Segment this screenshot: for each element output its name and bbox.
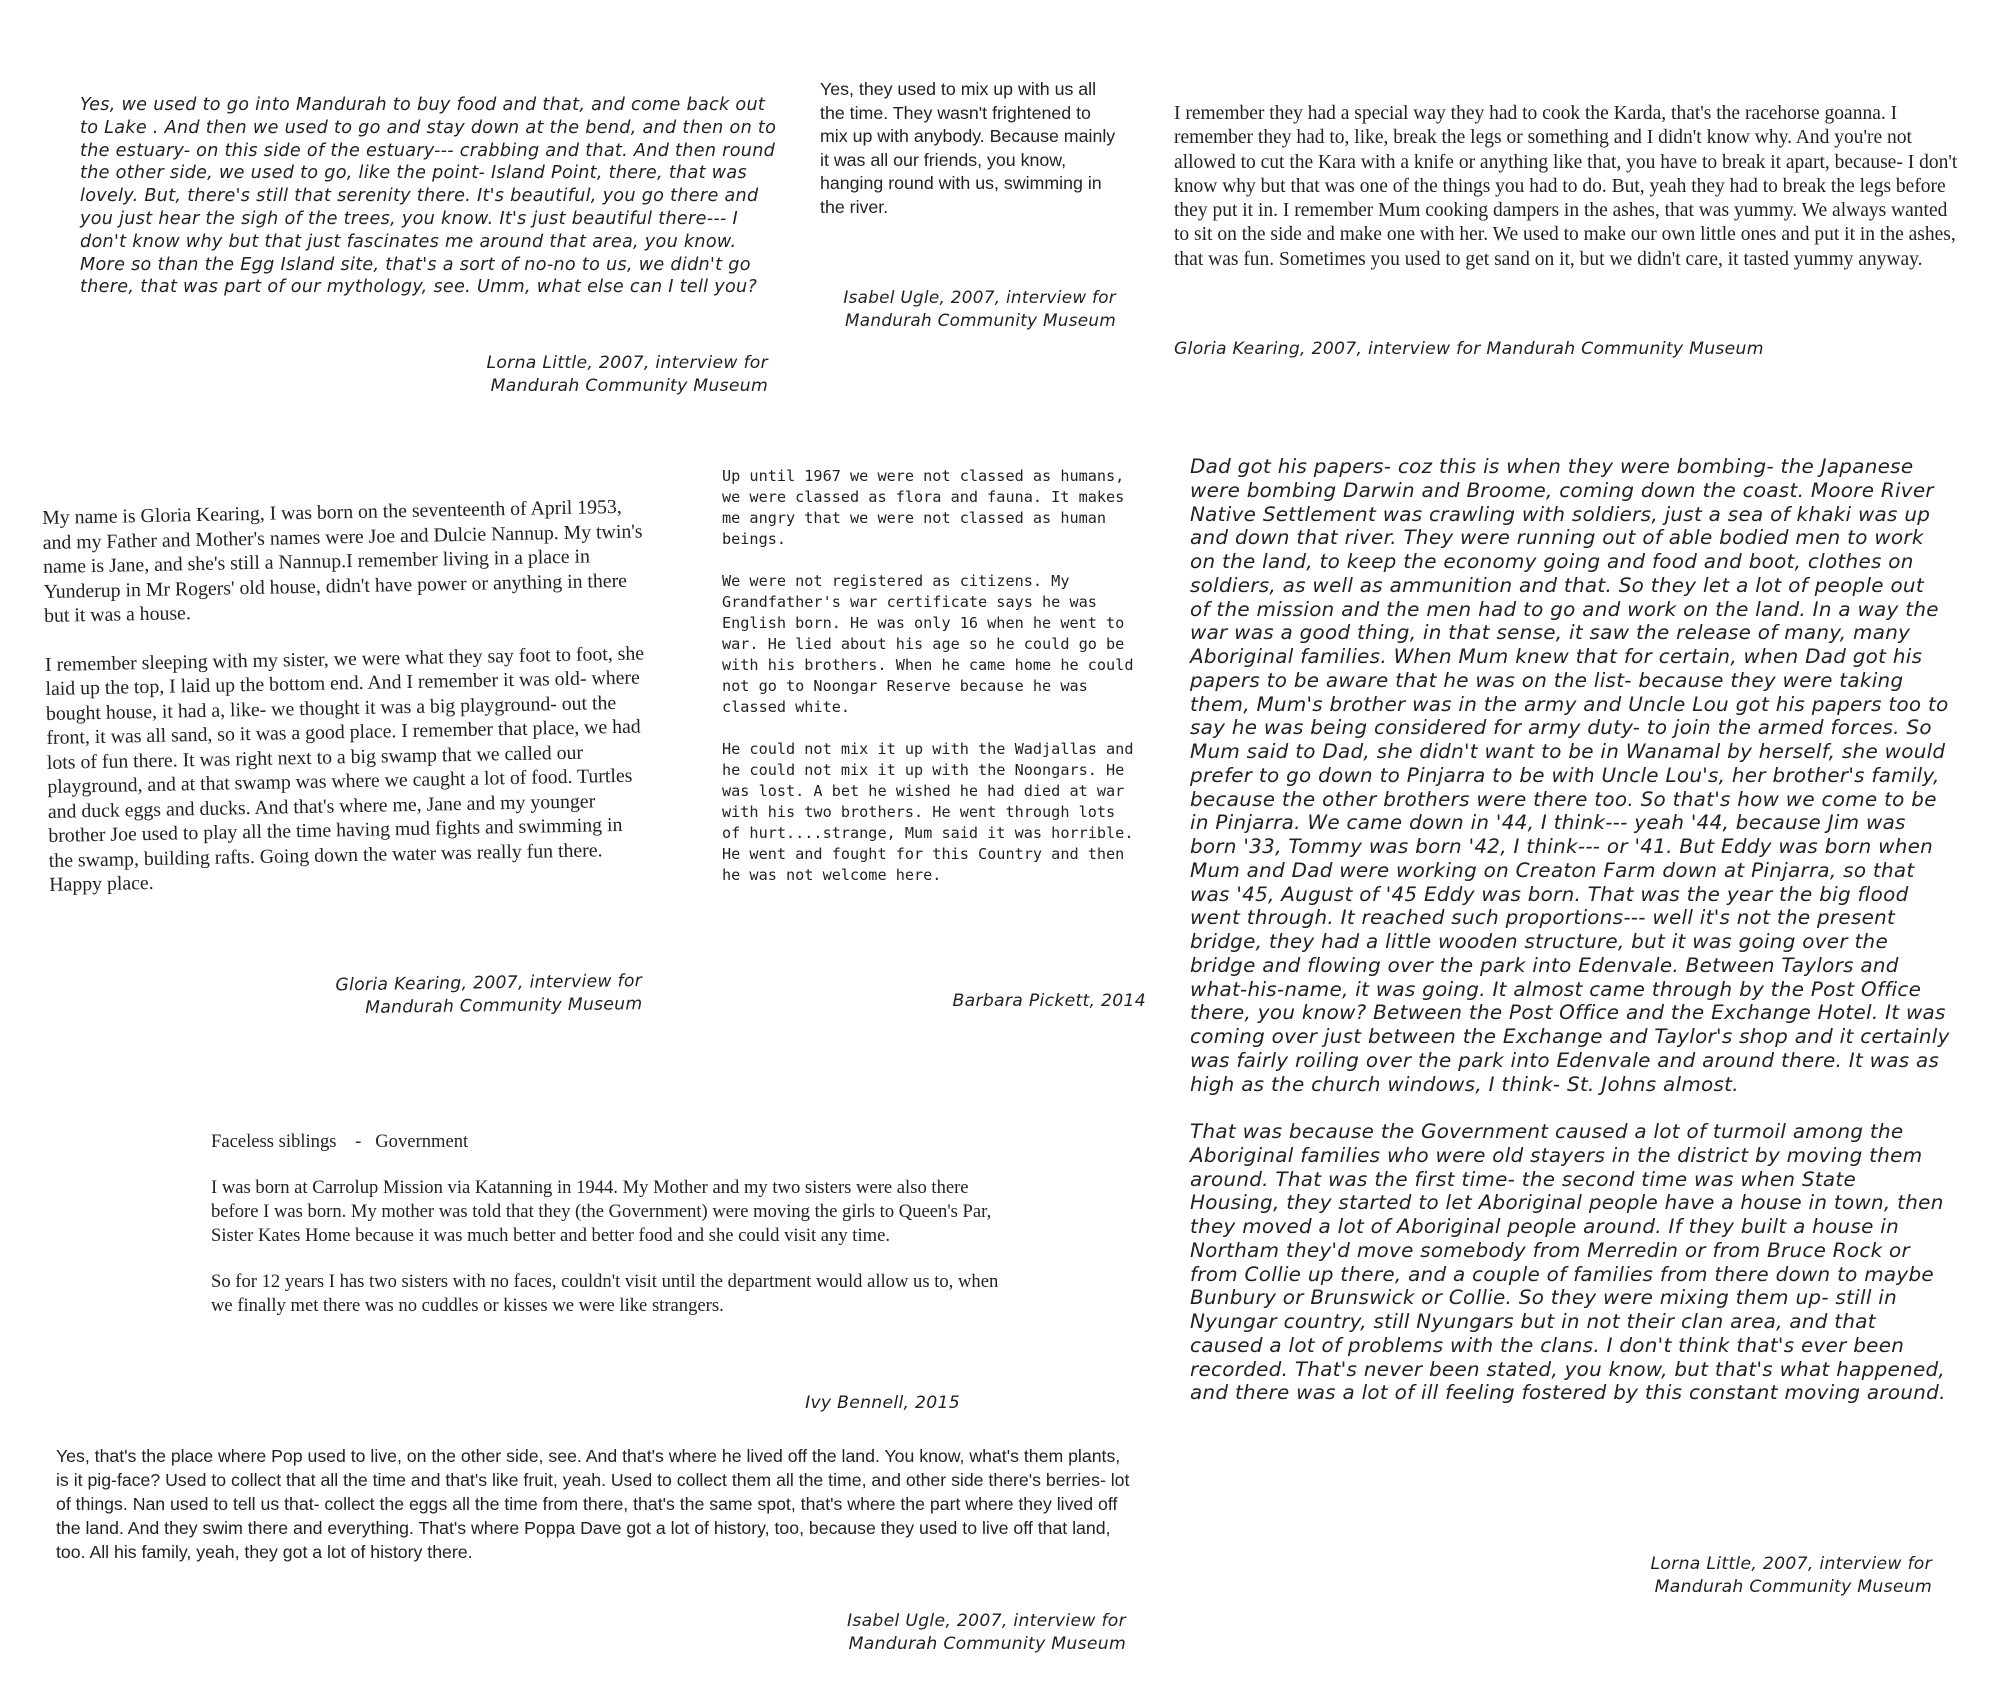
quote-paragraph: I remember sleeping with my sister, we were what they say foot to foot, she laid up the top, I laid up the bottom end. And I remember it was old- where bought house, it had a, like- we thought it was a big playground- out the front, it was all sand, so it was a good place. I remember that place, we had lots of fun there. It was right next to a big swamp that we called our playground, and at that swamp was where we caught a lot of food. Turtles and duck eggs and ducks. And that's where me, Jane and my younger brother Joe used to play all the time having mud fights and swimming in the swamp, building rafts. Going down the water was really fun there. Happy place.: [44, 641, 645, 896]
quote-paragraph: Yes, they used to mix up with us all the time. They wasn't frightened to mix up with anybody. Because mainly it was all our friends, you know, hanging round with us, swimming in the river.: [820, 79, 1116, 217]
credit-line: Mandurah Community Museum: [364, 993, 643, 1018]
quote-credit: [800, 1610, 1126, 1655]
quote-isabel-ugle-pop: [56, 1444, 1136, 1564]
quote-credit: [290, 970, 643, 1020]
quote-gloria-kearing-childhood: [42, 494, 649, 897]
quote-heading: Faceless siblings - Government: [211, 1131, 469, 1152]
quote-paragraph: We were not registered as citizens. My Grandfather's war certificate says he was English born. He was only 16 when he went to war. He lied about his age so he could go be with his brothers. When he came home he could not go to Noongar Reserve because he was classed white.: [722, 572, 1134, 716]
quote-paragraph: My name is Gloria Kearing, I was born on the seventeenth of April 1953, and my Father and Mother's names were Joe and Dulcie Nannup. My twin's name is Jane, and she's still a Nannup.I remember living in a place in Yunderup in Mr Rogers' old house, didn't have power or anything in there but it was a house.: [42, 495, 643, 627]
credit-line: Mandurah Community Museum: [490, 375, 768, 396]
quote-paragraph: Dad got his papers- coz this is when they were bombing- the Japanese were bombing Darwin and Broome, coming down the coast. Moore River Native Settlement was crawling with soldiers, just a sea of khaki was up and down that river. They were running out of able bodied men to work on the land, to keep the economy going and food and boot, clothes on soldiers, as well as ammunition and that. So they let a lot of people out of the mission and the men had to go and work on the land. In a way the war was a good thing, in that sense, it saw the release of many, many Aboriginal families. When Mum knew that for certain, when Dad got his papers to be aware that he was on the list- because they were taking them, Mum's brother was in the army and Uncle Lou got his papers too to say he was being considered for army duty- to join the armed forces. So Mum said to Dad, she didn't want to be in Wanamal by herself, she would prefer to go down to Pinjarra to be with Uncle Lou's, her brother's family, because the other brothers were there too. So that's how we come to be in Pinjarra. We came down in '44, I think--- yeah '44, because Jim was born '33, Tommy was born '42, I think--- or '41. But Eddy was born when Mum and Dad were working on Creaton Farm down at Pinjarra, so that was '45, August of '45 Eddy was born. That was the year the big flood went through. It reached such proportions--- well it's not the present bridge, they had a little wooden structure, but it was going over the bridge and flowing over the park into Edenvale. Between Taylors and what-his-name, it was going. It almost came through by the Post Office there, you know? Between the Post Office and the Exchange Hotel. It was coming over just between the Exchange and Taylor's shop and it certainly was fairly roiling over the park into Edenvale and around there. It was as high as the church windows, I think- St. Johns almost.: [1190, 455, 1950, 1096]
quote-paragraph: I was born at Carrolup Mission via Katanning in 1944. My Mother and my two sisters were also there before I was born. My mother was told that they (the Government) were moving the girls to Queen's Par, Sister Kates Home because it was much better and better food and she could visit any time.: [211, 1177, 992, 1246]
quote-isabel-ugle-mix-up: [820, 78, 1120, 220]
quote-paragraph: He could not mix it up with the Wadjallas and he could not mix it up with the Noongars. He was lost. A bet he wished he had died at war with his two brothers. He went through lots of hurt....strange, Mum said it was horrible. He went and fought for this Country and then he was not welcome here.: [722, 740, 1134, 884]
quote-barbara-pickett: [722, 466, 1142, 886]
credit-line: Ivy Bennell, 2015: [805, 1393, 960, 1413]
credit-line: Isabel Ugle, 2007, interview for: [843, 287, 1116, 307]
quote-credit: [810, 286, 1116, 331]
quote-paragraph: That was because the Government caused a lot of turmoil among the Aboriginal families who were old stayers in the district by moving them around. That was the first time- the second time was when State Housing, they started to let Aboriginal people have a house in town, then they moved a lot of Aboriginal people around. If they built a house in Northam they'd move somebody from Merredin or from Bruce Rock or from Collie up there, and a couple of families from there down to maybe Bunbury or Brunswick or Collie. So they were mixing them up- still in Nyungar country, still Nyungars but in not their clan area, and that caused a lot of problems with the clans. I don't think that's ever been recorded. That's never been stated, you know, but that's what happened, and there was a lot of ill feeling fostered by this constant moving around.: [1190, 1120, 1946, 1405]
quote-credit: [1560, 1553, 1932, 1598]
quote-paragraph: I remember they had a special way they had to cook the Karda, that's the racehorse goanna. I remember they had to, like, break the legs or something and I didn't know why. And you're not allowed to cut the Kara with a knife or anything like that, you have to break it apart, because- I don't know why but that was one of the things you had to do. But, yeah they had to break the legs before they put it in. I remember Mum cooking dampers in the ashes, that was yummy. We always wanted to sit on the side and make one with her. We used to make our own little ones and put it in the ashes, that was fun. Sometimes you used to get sand on it, but we didn't care, it tasted yummy anyway.: [1174, 103, 1958, 270]
quote-lorna-little-estuary: [80, 94, 780, 299]
quote-paragraph: So for 12 years I has two sisters with no faces, couldn't visit until the department would allow us to, when we finally met there was no cuddles or kisses we were like strangers.: [211, 1271, 999, 1316]
quote-credit: [440, 352, 768, 397]
credit-line: Lorna Little, 2007, interview for: [486, 353, 768, 373]
quote-paragraph: Yes, that's the place where Pop used to live, on the other side, see. And that's where he lived off the land. You know, what's them plants, is it pig-face? Used to collect that all the time and that's like fruit, yeah. Used to collect them all the time, and other side there's berries- lot of things. Nan used to tell us that- collect the eggs all the time from there, that's the same spot, that's where the part where they lived off the land. And they swim there and everything. That's where Poppa Dave got a lot of history, too, because they used to live off that land, too. All his family, yeah, they got a lot of history there.: [56, 1446, 1130, 1562]
quote-paragraph: Up until 1967 we were not classed as humans, we were classed as flora and fauna. It makes me angry that we were not classed as human beings.: [722, 467, 1125, 548]
quote-credit: [760, 1392, 960, 1414]
quote-paragraph: Yes, we used to go into Mandurah to buy food and that, and come back out to Lake . And then we used to go and stay down at the bend, and then on to the estuary- on this side of the estuary--- crabbing and that. And then round the other side, we used to go, like the point- Island Point, there, that was lovely. But, there's still that serenity there. It's beautiful, you go there and you just hear the sigh of the trees, you know. It's just beautiful there--- I don't know why but that just fascinates me around that area, you know. More so than the Egg Island site, that's a sort of no-no to us, we didn't go there, that was part of our mythology, see. Umm, what else can I tell you?: [80, 95, 777, 298]
credit-line: Isabel Ugle, 2007, interview for: [846, 1611, 1126, 1631]
quote-ivy-bennell: [211, 1130, 1011, 1318]
credit-line: Mandurah Community Museum: [1654, 1576, 1932, 1597]
quote-credit: [920, 990, 1146, 1012]
credit-line: Barbara Pickett, 2014: [952, 991, 1146, 1011]
quote-lorna-little-pinjarra: [1190, 455, 1950, 1405]
credit-line: Mandurah Community Museum: [848, 1633, 1126, 1654]
credit-line: Lorna Little, 2007, interview for: [1650, 1554, 1932, 1574]
quote-credit: [1174, 338, 1814, 360]
credit-line: Mandurah Community Museum: [845, 309, 1116, 330]
credit-line: Gloria Kearing, 2007, interview for: [335, 971, 643, 996]
credit-line: Gloria Kearing, 2007, interview for Mandurah Community Museum: [1174, 339, 1764, 359]
quote-gloria-kearing-karda: [1174, 102, 1964, 272]
